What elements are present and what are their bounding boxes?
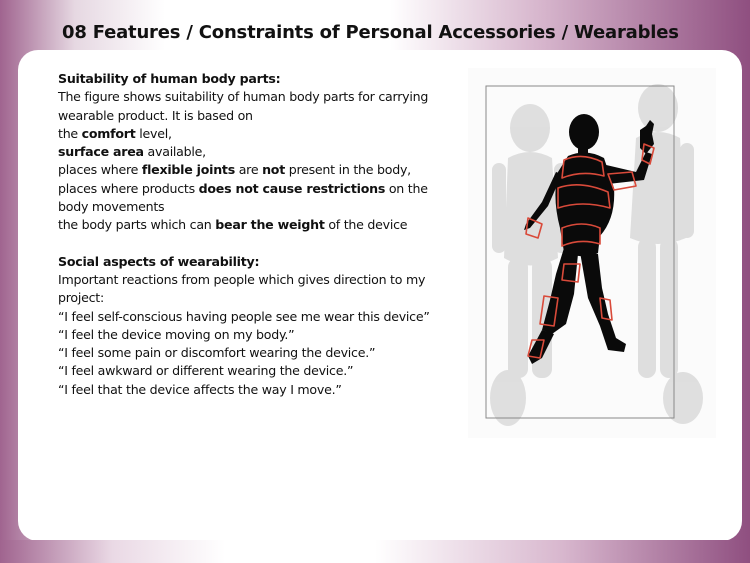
text-line: the body parts which can bear the weight of the device xyxy=(58,217,408,233)
text-line: The figure shows suitability of human body parts for carrying xyxy=(58,89,429,105)
quote-line: “I feel awkward or different wearing the device.” xyxy=(58,363,354,379)
quote-line: “I feel the device moving on my body.” xyxy=(58,326,295,342)
text-line: the comfort level, xyxy=(58,125,172,141)
text-line: wearable product. It is based on xyxy=(58,107,253,123)
quote-line: “I feel some pain or discomfort wearing the device.” xyxy=(58,345,376,361)
section-heading-social: Social aspects of wearability: xyxy=(58,253,260,269)
text-line: places where flexible joints are not present in the body, xyxy=(58,162,411,178)
quote-line: Important reactions from people which gives direction to my xyxy=(58,271,426,287)
bottom-bar xyxy=(0,540,750,563)
quote-line: “I feel that the device affects the way I move.” xyxy=(58,381,342,397)
text-content xyxy=(58,70,468,399)
text-line: places where products does not cause restrictions on the xyxy=(58,180,428,196)
quote-line: “I feel self-conscious having people see me wear this device” xyxy=(58,308,430,324)
quote-line: project: xyxy=(58,290,104,306)
body-silhouette-image xyxy=(468,68,716,438)
text-line: body movements xyxy=(58,199,165,215)
page-title: 08 Features / Constraints of Personal Accessories / Wearables xyxy=(62,22,679,43)
body-suitability-figure xyxy=(468,68,716,438)
text-line: surface area available, xyxy=(58,144,206,160)
section-heading-suitability: Suitability of human body parts: xyxy=(58,71,281,86)
